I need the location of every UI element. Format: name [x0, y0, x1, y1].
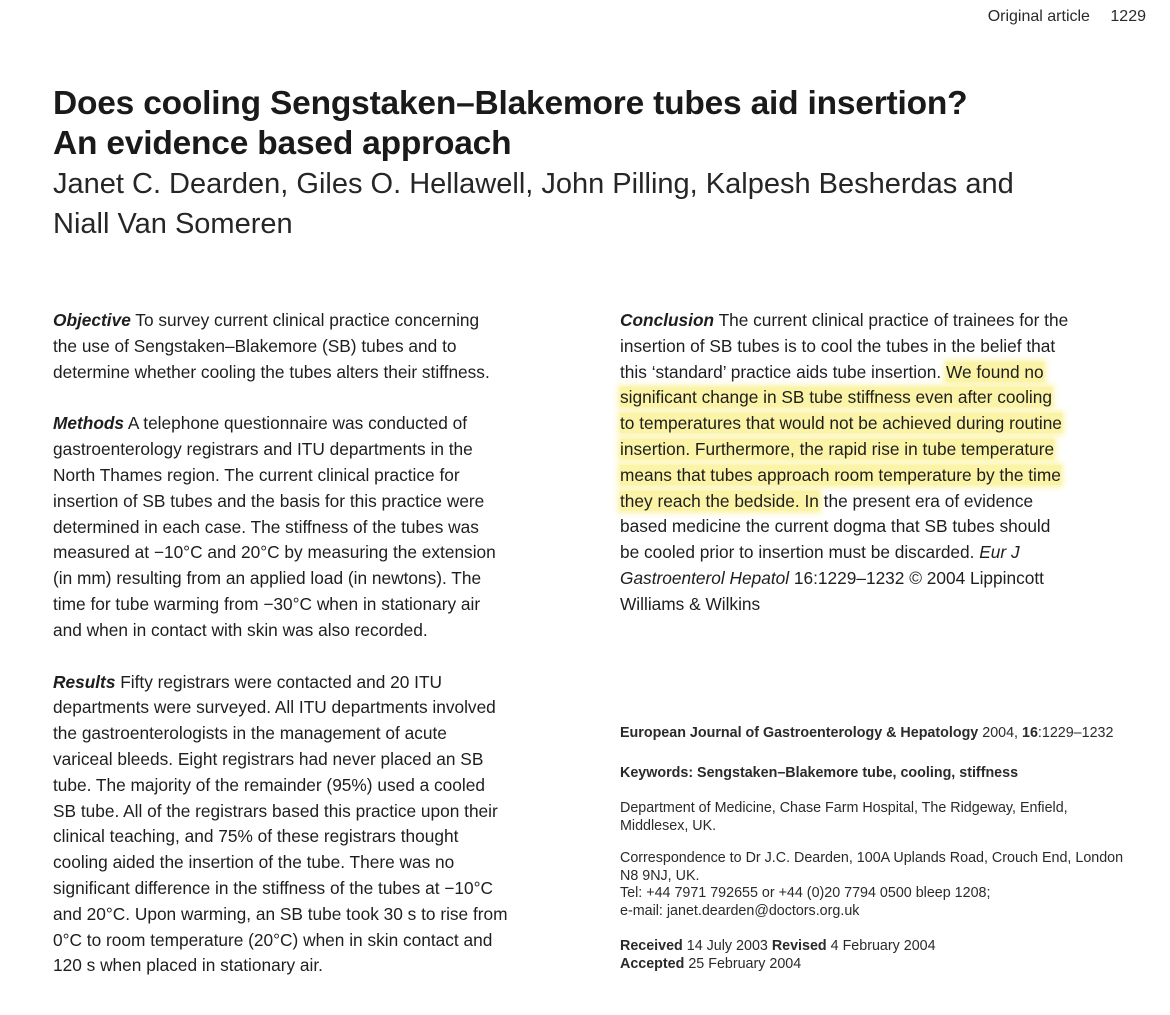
results-line: 120 s when placed in stationary air.	[53, 955, 323, 976]
results-line: 0°C to room temperature (20°C) when in skin contact and	[53, 929, 493, 950]
article-metadata	[620, 725, 1150, 973]
affiliation-line: Department of Medicine, Chase Farm Hospital, The Ridgeway, Enfield,	[620, 800, 1068, 816]
conclusion-text: this ‘standard’ practice aids tube insertion.	[620, 361, 946, 382]
objective-line: determine whether cooling the tubes alters their stiffness.	[53, 361, 490, 382]
methods-line: measured at −10°C and 20°C by measuring the extension	[53, 542, 496, 563]
conclusion-line	[620, 411, 1150, 437]
results-line	[53, 670, 598, 696]
correspondence-line: Correspondence to Dr J.C. Dearden, 100A Uplands Road, Crouch End, London	[620, 850, 1124, 866]
title-line-2: An evidence based approach	[53, 125, 512, 162]
affiliation	[620, 800, 1150, 835]
section-label: Original article	[987, 8, 1090, 25]
citation-journal: Gastroenterol Hepatol	[620, 567, 790, 588]
title-line-1: Does cooling Sengstaken–Blakemore tubes aid insertion?	[53, 85, 968, 122]
objective-text: To survey current clinical practice concerning	[130, 310, 480, 330]
conclusion-line	[620, 540, 1150, 566]
results-line: cooling aided the insertion of the tube. There was no	[53, 852, 455, 873]
conclusion-text: be cooled prior to insertion must be discarded.	[620, 542, 980, 563]
objective-line	[53, 308, 598, 334]
authors-line-2: Niall Van Someren	[53, 208, 293, 240]
results-line: SB tube. All of the registrars based this practice upon their	[53, 800, 498, 821]
methods-line: insertion of SB tubes and the basis for this practice were	[53, 490, 485, 511]
methods-section	[53, 411, 598, 643]
results-line: the gastroenterologists in the management of acute	[53, 723, 447, 744]
results-text: Fifty registrars were contacted and 20 ITU	[115, 671, 442, 692]
methods-line: determined in each case. The stiffness of the tubes was	[53, 516, 479, 537]
objective-heading: Objective	[53, 310, 131, 330]
highlighted-text: We found no	[945, 361, 1044, 382]
results-line: departments were surveyed. All ITU departments involved	[53, 697, 496, 718]
journal-citation	[620, 725, 1150, 743]
highlighted-text: they reach the bedside. In	[620, 490, 819, 511]
correspondence	[620, 850, 1150, 920]
citation-journal: Eur J	[979, 542, 1020, 563]
highlighted-text: significant change in SB tube stiffness even after cooling	[620, 387, 1052, 408]
received-date: 14 July 2003	[682, 938, 772, 954]
conclusion-line	[620, 437, 1150, 463]
keywords: Keywords: Sengstaken–Blakemore tube, cooling, stiffness	[620, 764, 1019, 781]
email-line: e-mail: janet.dearden@doctors.org.uk	[620, 902, 860, 919]
correspondence-line: Tel: +44 7971 792655 or +44 (0)20 7794 0500 bleep 1208;	[620, 885, 991, 901]
conclusion-text: the present era of evidence	[818, 490, 1034, 511]
conclusion-line	[620, 308, 1150, 334]
journal-name: European Journal of Gastroenterology & Hepatology	[620, 725, 979, 741]
journal-volume: 16	[1022, 725, 1038, 741]
conclusion-line	[620, 463, 1150, 489]
methods-heading: Methods	[53, 413, 125, 434]
conclusion-line	[620, 489, 1150, 515]
results-heading: Results	[53, 671, 116, 692]
abstract-left-column	[53, 308, 598, 1005]
conclusion-line: based medicine the current dogma that SB tubes should	[620, 516, 1051, 537]
revised-label: Revised	[771, 938, 827, 954]
conclusion-text: The current clinical practice of trainees for the	[714, 310, 1069, 330]
methods-line: North Thames region. The current clinical practice for	[53, 464, 460, 485]
methods-text: A telephone questionnaire was conducted of	[124, 413, 468, 434]
conclusion-section	[620, 308, 1150, 618]
author-list	[53, 164, 1143, 244]
conclusion-line: insertion of SB tubes is to cool the tubes in the belief that	[620, 335, 1056, 356]
article-dates	[620, 938, 1150, 973]
conclusion-heading: Conclusion	[620, 310, 715, 330]
dates-line	[620, 956, 1150, 974]
received-label: Received	[620, 938, 683, 954]
journal-year: 2004,	[978, 725, 1022, 741]
methods-line: and when in contact with skin was also recorded.	[53, 619, 428, 640]
running-header	[988, 8, 1146, 26]
objective-line: the use of Sengstaken–Blakemore (SB) tubes and to	[53, 335, 457, 356]
methods-line: time for tube warming from −30°C when in stationary air	[53, 593, 481, 614]
correspondence-line: N8 9NJ, UK.	[620, 867, 700, 884]
objective-section	[53, 308, 598, 385]
highlighted-text: to temperatures that would not be achieved during routine	[620, 413, 1062, 434]
journal-pages: :1229–1232	[1037, 725, 1114, 741]
methods-line: gastroenterology registrars and ITU departments in the	[53, 439, 473, 460]
conclusion-line	[620, 360, 1150, 386]
affiliation-line: Middlesex, UK.	[620, 817, 717, 834]
conclusion-line: Williams & Wilkins	[620, 593, 761, 614]
authors-line-1: Janet C. Dearden, Giles O. Hellawell, John Pilling, Kalpesh Besherdas and	[53, 168, 1014, 200]
page-number: 1229	[1110, 8, 1146, 25]
methods-line	[53, 411, 598, 437]
accepted-date: 25 February 2004	[684, 955, 802, 972]
highlighted-text: insertion. Furthermore, the rapid rise in tube temperature	[620, 438, 1055, 459]
citation-text: 16:1229–1232 © 2004 Lippincott	[789, 567, 1044, 588]
accepted-label: Accepted	[620, 955, 685, 972]
methods-line: (in mm) resulting from an applied load (in newtons). The	[53, 568, 482, 589]
conclusion-line	[620, 385, 1150, 411]
conclusion-line	[620, 566, 1150, 592]
abstract-right-column	[620, 308, 1150, 644]
dates-line	[620, 938, 1150, 956]
results-line: variceal bleeds. Eight registrars had never placed an SB	[53, 748, 484, 769]
results-line: significant difference in the stiffness of the tubes at −10°C	[53, 877, 494, 898]
results-line: clinical teaching, and 75% of these registrars thought	[53, 826, 459, 847]
highlighted-text: means that tubes approach room temperature by the time	[620, 464, 1061, 485]
revised-date: 4 February 2004	[826, 938, 936, 954]
results-line: and 20°C. Upon warming, an SB tube took 30 s to rise from	[53, 903, 508, 924]
article-title	[53, 84, 1133, 164]
results-section	[53, 670, 598, 980]
results-line: tube. The majority of the remainder (95%) used a cooled	[53, 774, 485, 795]
